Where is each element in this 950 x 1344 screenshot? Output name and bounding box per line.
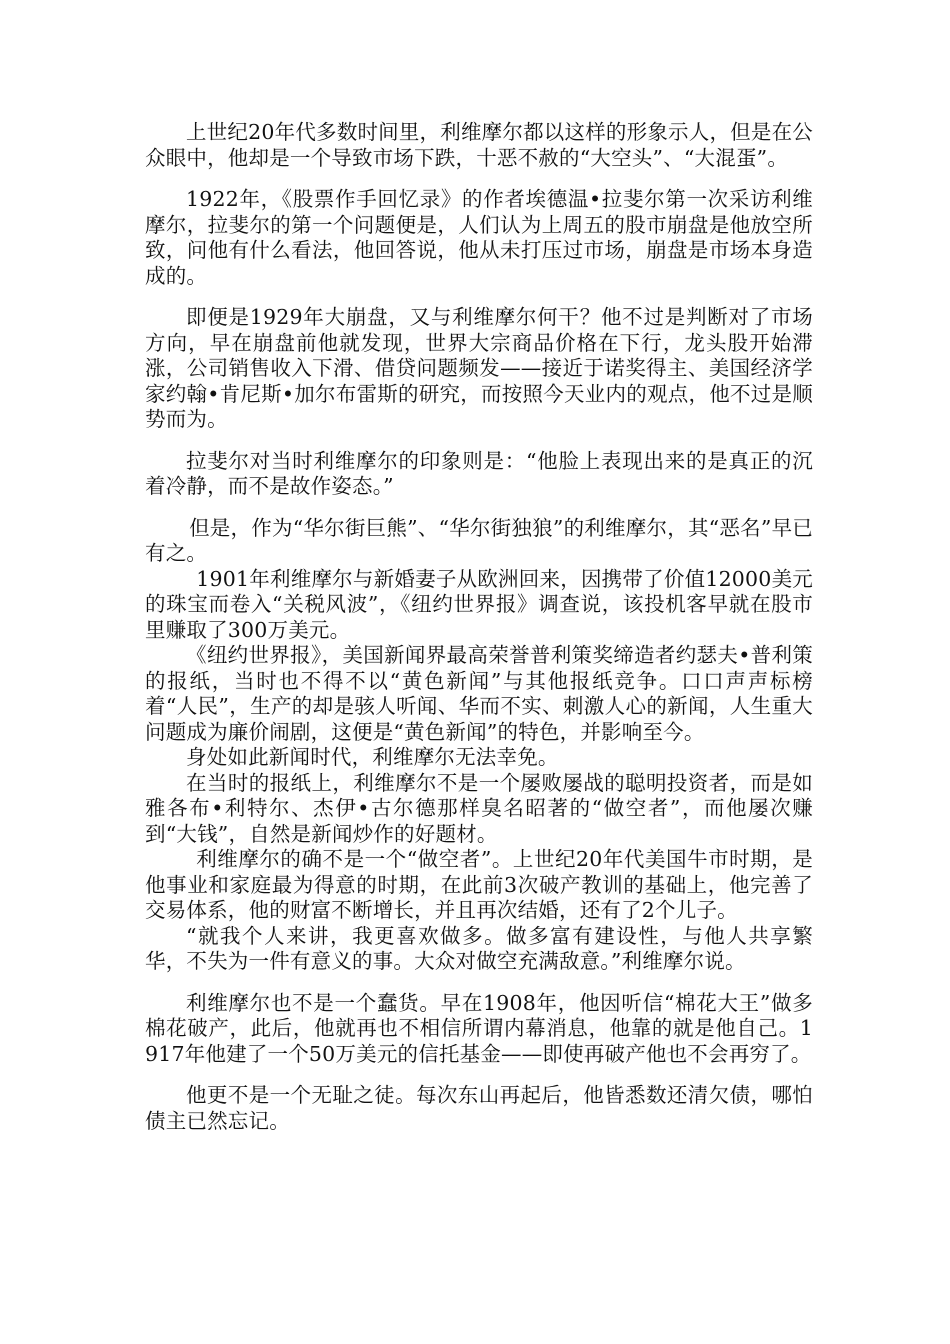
- paragraph-4: 拉斐尔对当时利维摩尔的印象则是：“他脸上表现出来的是真正的沉着冷静，而不是故作姿态。”: [145, 448, 813, 498]
- paragraph-7: 《纽约世界报》，美国新闻界最高荣誉普利策奖缔造者约瑟夫•普利策的报纸，当时也不得不以“黄色新闻”与其他报纸竞争。口口声声标榜着“人民”，生产的却是骇人听闻、华而不实、刺激人心的新闻，人生重大问题成为廉价闹剧，这便是“黄色新闻”的特色，并影响至今。: [145, 643, 813, 744]
- paragraph-1: 上世纪20年代多数时间里，利维摩尔都以这样的形象示人，但是在公众眼中，他却是一个导致市场下跌，十恶不赦的“大空头”、“大混蛋”。: [145, 120, 813, 170]
- paragraph-10: 利维摩尔的确不是一个“做空者”。上世纪20年代美国牛市时期，是他事业和家庭最为得意的时期，在此前3次破产教训的基础上，他完善了交易体系，他的财富不断增长，并且再次结婚，还有了2个儿子。: [145, 847, 813, 922]
- paragraph-12: 利维摩尔也不是一个蠢货。早在1908年，他因听信“棉花大王”做多棉花破产，此后，他就再也不相信所谓内幕消息，他靠的就是他自己。1917年他建了一个50万美元的信托基金——即使再破产他也不会再穷了。: [145, 990, 813, 1066]
- document-body: [145, 120, 813, 1150]
- paragraph-2: 1922年，《股票作手回忆录》的作者埃德温•拉斐尔第一次采访利维摩尔，拉斐尔的第一个问题便是，人们认为上周五的股市崩盘是他放空所致，问他有什么看法，他回答说，他从未打压过市场，崩盘是市场本身造成的。: [145, 187, 813, 288]
- paragraph-9: 在当时的报纸上，利维摩尔不是一个屡败屡战的聪明投资者，而是如雅各布•利特尔、杰伊•古尔德那样臭名昭著的“做空者”，而他屡次赚到“大钱”，自然是新闻炒作的好题材。: [145, 770, 813, 846]
- paragraph-8: 身处如此新闻时代，利维摩尔无法幸免。: [186, 745, 559, 769]
- paragraph-13: 他更不是一个无耻之徒。每次东山再起后，他皆悉数还清欠债，哪怕债主已然忘记。: [145, 1083, 813, 1133]
- paragraph-5: 但是，作为“华尔街巨熊”、“华尔街独狼”的利维摩尔，其“恶名”早已有之。: [145, 515, 813, 565]
- paragraph-6: 1901年利维摩尔与新婚妻子从欧洲回来，因携带了价值12000美元的珠宝而卷入“关税风波”，《纽约世界报》调查说，该投机客早就在股市里赚取了300万美元。: [145, 566, 813, 642]
- paragraph-11: “就我个人来讲，我更喜欢做多。做多富有建设性，与他人共享繁华，不失为一件有意义的事。大众对做空充满敌意。”利维摩尔说。: [145, 923, 813, 973]
- paragraph-3: 即便是1929年大崩盘，又与利维摩尔何干？他不过是判断对了市场方向，早在崩盘前他就发现，世界大宗商品价格在下行，龙头股开始滞涨，公司销售收入下滑、借贷问题频发——接近于诺奖得主、美国经济学家约翰•肯尼斯•加尔布雷斯的研究，而按照今天业内的观点，他不过是顺势而为。: [145, 305, 813, 431]
